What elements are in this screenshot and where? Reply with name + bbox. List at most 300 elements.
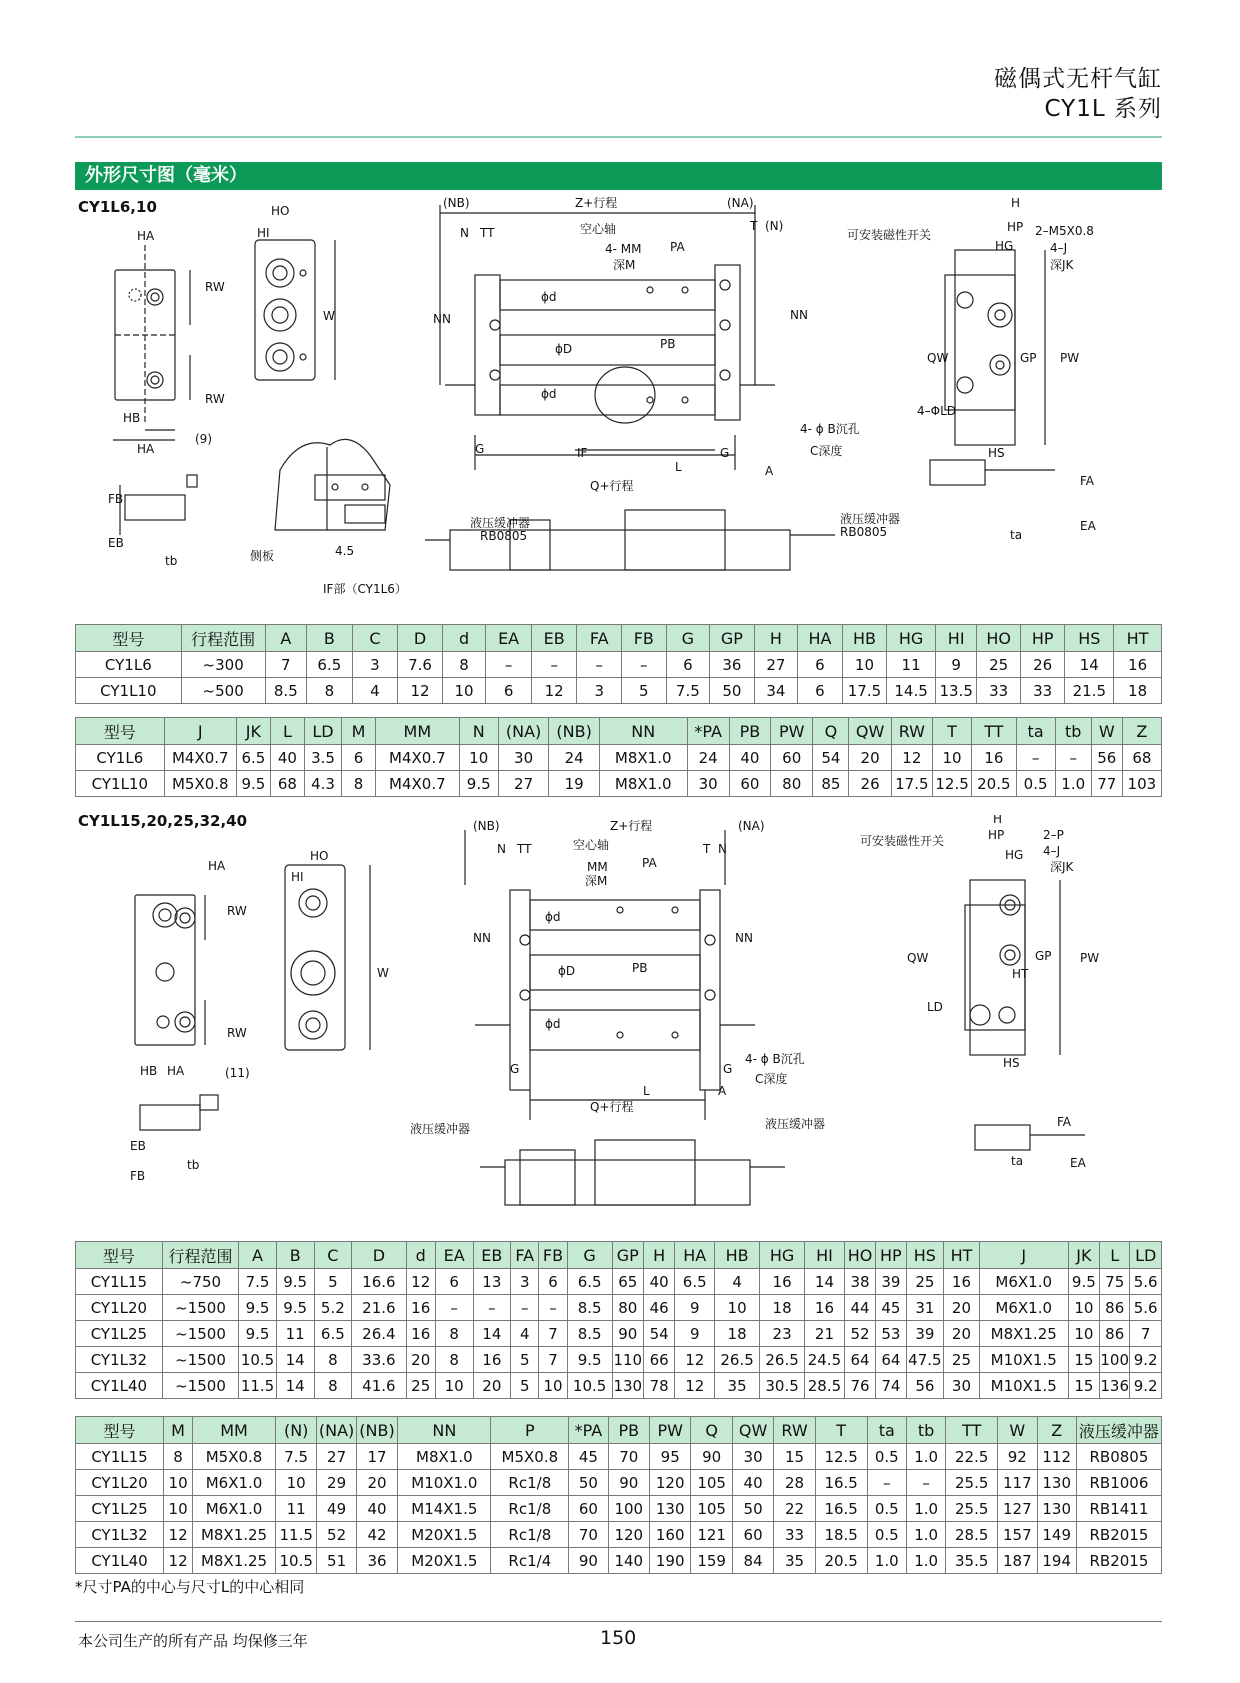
table3-row — [76, 1269, 1162, 1295]
d1-lbl-9: (9) — [195, 432, 212, 446]
table1-header-cell: HI — [935, 625, 976, 652]
spec-table-4 — [75, 1416, 1162, 1574]
d1-lbl-phid2: ϕd — [541, 387, 557, 401]
table3-cell: 12 — [675, 1347, 715, 1373]
d2-lbl-EA: EA — [1070, 1156, 1086, 1170]
d1-port-view-labels — [257, 204, 335, 323]
table3-cell: 35 — [715, 1373, 760, 1399]
table4-cell: M6X1.0 — [193, 1470, 276, 1496]
table3-header-cell: 型号 — [76, 1242, 163, 1269]
spec-table-2 — [75, 717, 1162, 797]
table4-cell: 194 — [1037, 1548, 1076, 1574]
table3-cell: 11 — [276, 1321, 314, 1347]
d2-buffer-view — [480, 1140, 785, 1205]
drawing2-svg — [95, 815, 1175, 1235]
table1-cell: 8.5 — [265, 678, 306, 704]
table3-cell: 30.5 — [760, 1373, 805, 1399]
table4-header-cell: tb — [906, 1417, 945, 1444]
table4-cell: 25.5 — [946, 1470, 998, 1496]
table1-cell: 5 — [622, 678, 667, 704]
table3-cell: 26.4 — [352, 1321, 406, 1347]
table1-header-cell: HO — [977, 625, 1021, 652]
table3-cell: 90 — [612, 1321, 643, 1347]
table3-cell: 56 — [906, 1373, 944, 1399]
table3-header-cell: J — [979, 1242, 1068, 1269]
d2-lbl-RW2: RW — [227, 1026, 247, 1040]
d1-lbl-G2: G — [720, 446, 730, 460]
table4-cell: 157 — [998, 1522, 1037, 1548]
table4-cell: 1.0 — [867, 1548, 906, 1574]
d2-lbl-MM: MM — [587, 860, 608, 874]
table1-header-cell: EB — [531, 625, 577, 652]
table2-cell: 60 — [729, 771, 770, 797]
table1-cell: ~300 — [181, 652, 265, 678]
table3-cell: 44 — [844, 1295, 875, 1321]
d2-lbl-TT: TT — [517, 842, 532, 856]
table2-cell: 10 — [459, 745, 498, 771]
d2-lbl-HS: HS — [1003, 1056, 1020, 1070]
d1-lbl-Bhole: 4- ϕ B沉孔 — [800, 422, 860, 436]
section-title: 外形尺寸图（毫米） — [75, 162, 1162, 190]
table3-cell: 25 — [944, 1347, 980, 1373]
table2-header-cell: TT — [972, 718, 1016, 745]
table3-cell: M6X1.0 — [979, 1295, 1068, 1321]
table2-cell: 20 — [849, 745, 891, 771]
d2-right-labels — [860, 815, 1099, 1170]
table4-cell: 0.5 — [867, 1522, 906, 1548]
table2-header-cell: W — [1091, 718, 1122, 745]
d2-lbl-QW: QW — [907, 951, 929, 965]
table2-header-cell: 型号 — [76, 718, 165, 745]
table3-cell: ~750 — [162, 1269, 238, 1295]
warranty-text: 本公司生产的所有产品 均保修三年 — [78, 1632, 308, 1650]
table2-cell: M8X1.0 — [599, 771, 687, 797]
table4-cell: 1.0 — [906, 1496, 945, 1522]
table1-header-cell: FA — [577, 625, 622, 652]
table3-cell: 9.5 — [239, 1295, 277, 1321]
table4-header-cell: QW — [732, 1417, 773, 1444]
d1-lbl-HI: HI — [257, 226, 270, 240]
table3-cell: 6 — [435, 1269, 473, 1295]
table2-body — [76, 745, 1162, 797]
d1-lbl-phid: ϕd — [541, 290, 557, 304]
table4-cell: 11 — [275, 1496, 316, 1522]
table1-cell: 14 — [1065, 652, 1114, 678]
table1-cell: 7.5 — [666, 678, 710, 704]
table3-cell: ~1500 — [162, 1321, 238, 1347]
table2-cell: 40 — [270, 745, 304, 771]
table4-cell: – — [906, 1470, 945, 1496]
table2-cell: CY1L6 — [76, 745, 165, 771]
table4-cell: 12 — [164, 1548, 193, 1574]
table2-cell: 8 — [342, 771, 376, 797]
table2-header-cell: M — [342, 718, 376, 745]
table2-header-cell: *PA — [687, 718, 729, 745]
table3-cell: 9.5 — [276, 1295, 314, 1321]
table3-cell: – — [511, 1295, 539, 1321]
table1-cell: 13.5 — [935, 678, 976, 704]
table4-cell: M20X1.5 — [398, 1522, 491, 1548]
d1-lbl-TT: TT — [480, 226, 495, 240]
table4-cell: 140 — [608, 1548, 649, 1574]
table1-cell: 3 — [352, 652, 398, 678]
table2-cell: M4X0.7 — [164, 745, 236, 771]
table4-header-row — [76, 1417, 1162, 1444]
table4-row — [76, 1496, 1162, 1522]
table4-cell: M20X1.5 — [398, 1548, 491, 1574]
table4-cell: 130 — [650, 1496, 691, 1522]
table4-cell: 130 — [1037, 1496, 1076, 1522]
d2-lbl-phid2: ϕd — [545, 1017, 561, 1031]
table4-cell: 28.5 — [946, 1522, 998, 1548]
table3-cell: 33.6 — [352, 1347, 406, 1373]
table3-cell: ~1500 — [162, 1373, 238, 1399]
table1-body — [76, 652, 1162, 704]
table1-cell: 6 — [798, 652, 843, 678]
table4-cell: 17 — [356, 1444, 397, 1470]
table1-cell: ~500 — [181, 678, 265, 704]
table4-cell: M8X1.25 — [193, 1548, 276, 1574]
table2-cell: 12 — [891, 745, 932, 771]
table1-cell: 7 — [265, 652, 306, 678]
table4-cell: 187 — [998, 1548, 1037, 1574]
d1-lbl-depthM: 深M — [613, 258, 636, 272]
drawing1-svg — [95, 185, 1175, 615]
d2-lbl-HA2: HA — [167, 1064, 185, 1078]
d1-lbl-ZS: Z+行程 — [575, 196, 618, 210]
table1-cell: 33 — [977, 678, 1021, 704]
table2-cell: CY1L10 — [76, 771, 165, 797]
table3-cell: 21 — [805, 1321, 845, 1347]
table4-cell: 50 — [569, 1470, 608, 1496]
d1-lbl-NN: NN — [433, 312, 451, 326]
table1-cell: 18 — [1114, 678, 1162, 704]
table1-cell: – — [622, 652, 667, 678]
d1-lbl-phiD: ϕD — [555, 342, 573, 356]
table1-cell: 6 — [666, 652, 710, 678]
table1-header-cell: 型号 — [76, 625, 182, 652]
table4-cell: CY1L25 — [76, 1496, 164, 1522]
table4-cell: 7.5 — [275, 1444, 316, 1470]
d2-lbl-tb: tb — [187, 1158, 200, 1172]
table3-cell: 5.6 — [1130, 1295, 1162, 1321]
table3-cell: 25 — [906, 1269, 944, 1295]
table1-cell: 10 — [442, 678, 486, 704]
d2-lbl-ta: ta — [1011, 1154, 1024, 1168]
table3-cell: 5 — [314, 1269, 352, 1295]
d2-lbl-NN2: NN — [735, 931, 753, 945]
d2-lbl-L: L — [643, 1084, 650, 1098]
table3-cell: 52 — [844, 1321, 875, 1347]
table3-cell: 10.5 — [239, 1347, 277, 1373]
table4-row — [76, 1444, 1162, 1470]
d2-lbl-FB: FB — [130, 1169, 146, 1183]
table1-cell: 25 — [977, 652, 1021, 678]
table3-cell: CY1L20 — [76, 1295, 163, 1321]
table4-cell: 120 — [650, 1470, 691, 1496]
drawing-cy1l15-40 — [95, 815, 1175, 1235]
d2-lbl-GP: GP — [1035, 949, 1052, 963]
table3-cell: ~1500 — [162, 1347, 238, 1373]
table4-cell: 10.5 — [275, 1548, 316, 1574]
table3-cell: 40 — [643, 1269, 674, 1295]
table3-header-cell: FB — [539, 1242, 567, 1269]
page-header — [994, 64, 1162, 124]
table3-cell: 20 — [406, 1347, 435, 1373]
table4-header-cell: PB — [608, 1417, 649, 1444]
table4-cell: Rc1/8 — [491, 1496, 569, 1522]
table4-cell: 27 — [317, 1444, 356, 1470]
table4-cell: 16.5 — [815, 1470, 867, 1496]
d1-lbl-A: A — [765, 464, 774, 478]
table4-cell: 100 — [608, 1496, 649, 1522]
d1-lbl-FA: FA — [1080, 474, 1095, 488]
table2-cell: M4X0.7 — [376, 771, 460, 797]
table3-cell: 28.5 — [805, 1373, 845, 1399]
table1-cell: 34 — [754, 678, 798, 704]
table3-cell: 21.6 — [352, 1295, 406, 1321]
table3-cell: CY1L40 — [76, 1373, 163, 1399]
d1-lbl-NN2: NN — [790, 308, 808, 322]
table4-cell: 29 — [317, 1470, 356, 1496]
table3-cell: 64 — [844, 1347, 875, 1373]
d1-lbl-side: 侧板 — [250, 549, 275, 563]
table4-cell: Rc1/8 — [491, 1522, 569, 1548]
table3-cell: 18 — [760, 1295, 805, 1321]
d1-lbl-RW2: RW — [205, 392, 225, 406]
table3-cell: 6.5 — [675, 1269, 715, 1295]
table2-cell: 12.5 — [932, 771, 971, 797]
table4-cell: RB1006 — [1076, 1470, 1161, 1496]
d1-lbl-45: 4.5 — [335, 544, 355, 558]
d1-end-view-labels — [123, 229, 225, 456]
d2-lbl-NA: (NA) — [738, 819, 765, 833]
table4-header-cell: (NB) — [356, 1417, 397, 1444]
d1-lbl-T: T — [750, 219, 758, 233]
table4-cell: 105 — [691, 1470, 732, 1496]
table4-cell: CY1L32 — [76, 1522, 164, 1548]
d1-lbl-ta: ta — [1010, 528, 1023, 542]
table2-cell: 56 — [1091, 745, 1122, 771]
table4-cell: M14X1.5 — [398, 1496, 491, 1522]
d1-lbl-rb2: RB0805 — [840, 525, 888, 539]
d2-lbl-N: N — [497, 842, 506, 856]
table4-cell: M8X1.25 — [193, 1522, 276, 1548]
table1-header-cell: C — [352, 625, 398, 652]
table3-cell: 53 — [876, 1321, 906, 1347]
d2-lbl-P: 2–P — [1043, 828, 1064, 842]
table3-cell: 10 — [715, 1295, 760, 1321]
table4-header-cell: (NA) — [317, 1417, 356, 1444]
table3-cell: 54 — [643, 1321, 674, 1347]
table4-header-cell: ta — [867, 1417, 906, 1444]
table4-row — [76, 1548, 1162, 1574]
table1-header-cell: 行程范围 — [181, 625, 265, 652]
table3-cell: 86 — [1100, 1321, 1130, 1347]
table3-cell: 39 — [876, 1269, 906, 1295]
table1-cell: 17.5 — [842, 678, 887, 704]
d1-lbl-PA: PA — [670, 240, 685, 254]
table4-header-cell: NN — [398, 1417, 491, 1444]
table3-cell: 10.5 — [567, 1373, 612, 1399]
table2-cell: 24 — [549, 745, 600, 771]
table3-cell: 14 — [276, 1373, 314, 1399]
table2-header-cell: MM — [376, 718, 460, 745]
table4-cell: 121 — [691, 1522, 732, 1548]
table4-header-cell: (N) — [275, 1417, 316, 1444]
table3-header-cell: HA — [675, 1242, 715, 1269]
table4-cell: Rc1/4 — [491, 1548, 569, 1574]
table2-cell: 10 — [932, 745, 971, 771]
table2-header-row — [76, 718, 1162, 745]
table3-cell: M8X1.25 — [979, 1321, 1068, 1347]
table3-cell: 30 — [944, 1373, 980, 1399]
table3-cell: – — [473, 1295, 511, 1321]
table3-cell: 10 — [539, 1373, 567, 1399]
table2-cell: 20.5 — [972, 771, 1016, 797]
table2-cell: 80 — [771, 771, 813, 797]
table1-cell: 6 — [798, 678, 843, 704]
table1-header-cell: EA — [486, 625, 532, 652]
d1-lbl-H: H — [1011, 196, 1021, 210]
table3-row — [76, 1295, 1162, 1321]
table3-cell: 9.2 — [1130, 1373, 1162, 1399]
d1-lbl-GP: GP — [1020, 351, 1037, 365]
table3-cell: 20 — [944, 1295, 980, 1321]
table3-cell: 12 — [406, 1269, 435, 1295]
table4-cell: 160 — [650, 1522, 691, 1548]
table1-cell: CY1L10 — [76, 678, 182, 704]
table1-cell: 21.5 — [1065, 678, 1114, 704]
table3-cell: 10 — [1068, 1321, 1099, 1347]
d1-lbl-HG: HG — [995, 239, 1014, 253]
table1-cell: – — [577, 652, 622, 678]
d2-lbl-HB: HB — [140, 1064, 158, 1078]
table3-cell: 64 — [876, 1347, 906, 1373]
table4-cell: 42 — [356, 1522, 397, 1548]
d2-lbl-W: W — [377, 966, 389, 980]
table4-cell: 15 — [774, 1444, 815, 1470]
d2-lbl-FA: FA — [1057, 1115, 1072, 1129]
table4-cell: 12.5 — [815, 1444, 867, 1470]
d2-lbl-H: H — [993, 815, 1003, 826]
d1-lbl-HB: HB — [123, 411, 141, 425]
table4-cell: 92 — [998, 1444, 1037, 1470]
table4-header-cell: PW — [650, 1417, 691, 1444]
table4-cell: 50 — [732, 1496, 773, 1522]
table3-cell: 9.5 — [276, 1269, 314, 1295]
d2-lbl-RW: RW — [227, 904, 247, 918]
table4-cell: 90 — [691, 1444, 732, 1470]
table4-cell: 1.0 — [906, 1522, 945, 1548]
table1-cell: – — [486, 652, 532, 678]
d2-lbl-phiD: ϕD — [558, 964, 576, 978]
d1-lbl-HA2: HA — [137, 442, 155, 456]
table3-cell: 31 — [906, 1295, 944, 1321]
table1-cell: 6 — [486, 678, 532, 704]
table3-cell: 100 — [1100, 1347, 1130, 1373]
table3-cell: 39 — [906, 1321, 944, 1347]
d2-lbl-buf2: 液压缓冲器 — [765, 1117, 826, 1131]
table3-header-cell: EA — [435, 1242, 473, 1269]
table1-cell: 26 — [1020, 652, 1065, 678]
table1-header-cell: d — [442, 625, 486, 652]
table1-cell: 12 — [398, 678, 443, 704]
table4-header-cell: 液压缓冲器 — [1076, 1417, 1161, 1444]
table2-cell: 77 — [1091, 771, 1122, 797]
table2-cell: 103 — [1122, 771, 1161, 797]
table4-cell: 10 — [164, 1470, 193, 1496]
drawing1-subtitle: CY1L6,10 — [78, 198, 157, 216]
table3-cell: M10X1.5 — [979, 1373, 1068, 1399]
table3-cell: 9.5 — [239, 1321, 277, 1347]
table3-cell: 20 — [944, 1321, 980, 1347]
table3-cell: 8 — [435, 1347, 473, 1373]
d1-lbl-tb: tb — [165, 554, 178, 568]
d1-lbl-NA: (NA) — [727, 196, 754, 210]
table4-cell: 149 — [1037, 1522, 1076, 1548]
table3-cell: 23 — [760, 1321, 805, 1347]
d2-lbl-G2: G — [723, 1062, 733, 1076]
d2-port-view — [285, 865, 370, 1050]
d1-lbl-HO: HO — [271, 204, 290, 218]
d1-lbl-switch: 可安装磁性开关 — [847, 228, 932, 242]
table2-header-cell: PB — [729, 718, 770, 745]
d2-lbl-HO: HO — [310, 849, 329, 863]
d2-lbl-HI: HI — [291, 870, 304, 884]
d1-lbl-M5: 2–M5X0.8 — [1035, 224, 1094, 238]
table3-cell: 45 — [876, 1295, 906, 1321]
table2-cell: 17.5 — [891, 771, 932, 797]
table4-cell: 11.5 — [275, 1522, 316, 1548]
table2-cell: M8X1.0 — [599, 745, 687, 771]
table3-cell: 9 — [675, 1295, 715, 1321]
table1-cell: 11 — [887, 652, 936, 678]
table3-header-cell: G — [567, 1242, 612, 1269]
table4-cell: CY1L20 — [76, 1470, 164, 1496]
table2-cell: 1.0 — [1055, 771, 1091, 797]
table2-header-cell: T — [932, 718, 971, 745]
d2-lbl-A: A — [718, 1084, 727, 1098]
d2-lbl-depthM: 深M — [585, 874, 608, 888]
table3-cell: 8 — [314, 1347, 352, 1373]
d1-lbl-EA: EA — [1080, 519, 1096, 533]
table1-cell: 16 — [1114, 652, 1162, 678]
table2-header-cell: N — [459, 718, 498, 745]
table1-header-cell: A — [265, 625, 306, 652]
d1-lbl-L: L — [675, 460, 682, 474]
table3-cell: 9.2 — [1130, 1347, 1162, 1373]
d2-lbl-HP: HP — [988, 828, 1005, 842]
table4-cell: 30 — [732, 1444, 773, 1470]
table3-cell: 86 — [1100, 1295, 1130, 1321]
table4-cell: 60 — [569, 1496, 608, 1522]
table4-cell: 117 — [998, 1470, 1037, 1496]
table4-cell: 1.0 — [906, 1548, 945, 1574]
table3-cell: 4 — [715, 1269, 760, 1295]
d2-buffer-labels — [410, 1116, 825, 1136]
table4-cell: 90 — [569, 1548, 608, 1574]
table4-header-cell: RW — [774, 1417, 815, 1444]
table4-cell: M8X1.0 — [398, 1444, 491, 1470]
table3-header-cell: C — [314, 1242, 352, 1269]
table4-cell: 159 — [691, 1548, 732, 1574]
footer-divider — [75, 1621, 1162, 1622]
table3-cell: 47.5 — [906, 1347, 944, 1373]
table3-header-cell: LD — [1130, 1242, 1162, 1269]
table3-header-cell: HP — [876, 1242, 906, 1269]
d2-lbl-PW: PW — [1080, 951, 1100, 965]
